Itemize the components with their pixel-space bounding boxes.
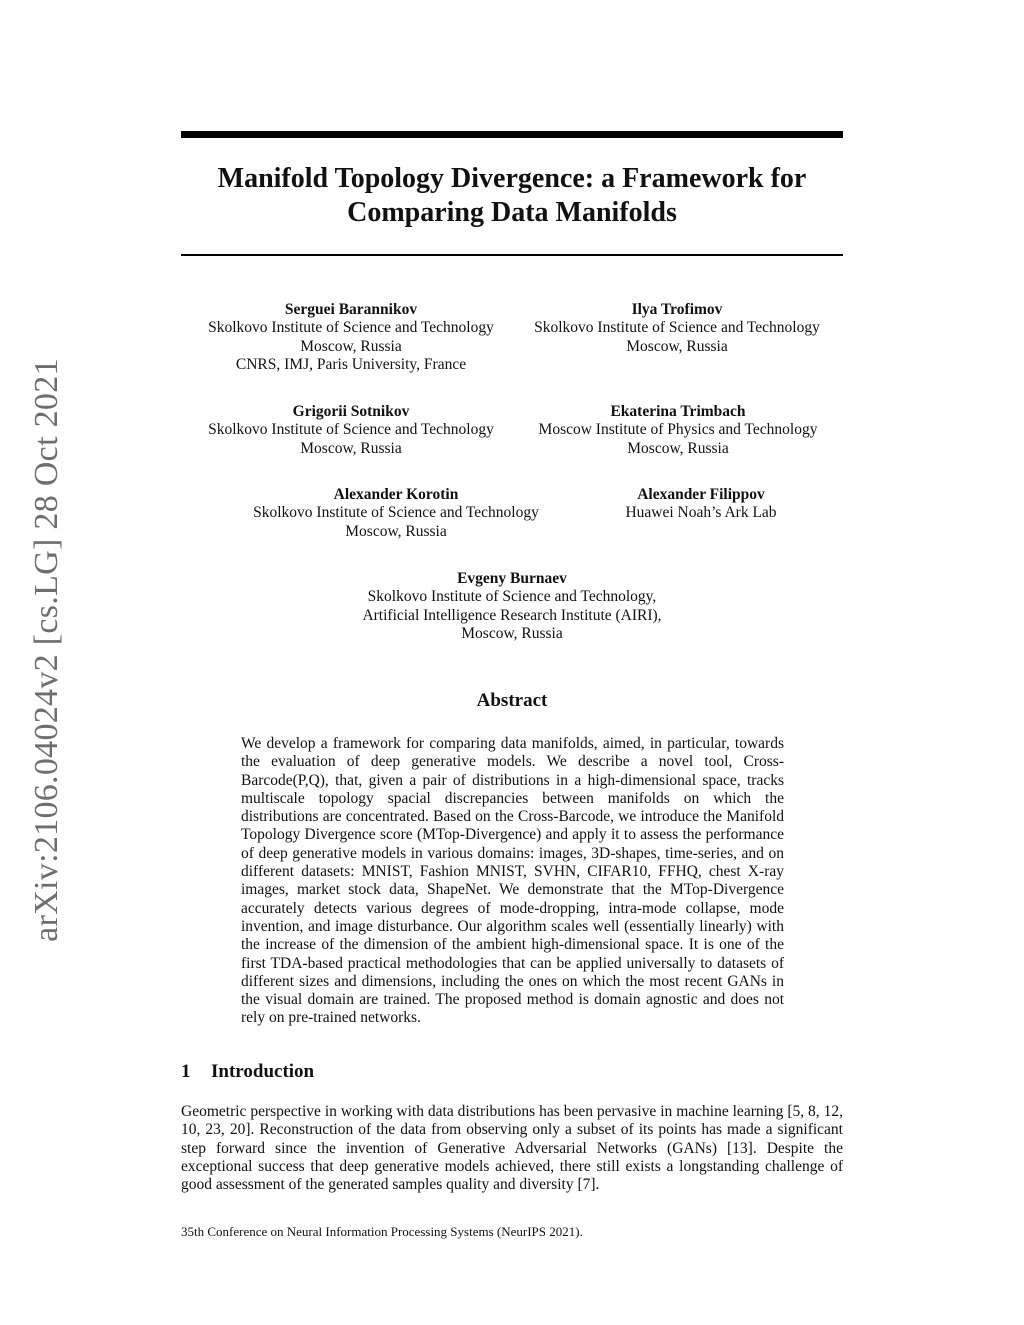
author-affiliation: Artificial Intelligence Research Institute (AIRI), <box>362 606 662 624</box>
author-affiliation: Skolkovo Institute of Science and Technology <box>534 319 820 337</box>
author-affiliation: Moscow, Russia <box>345 522 447 540</box>
author-name: Ilya Trofimov <box>631 301 723 318</box>
author-affiliation: Skolkovo Institute of Science and Technology, <box>367 588 657 606</box>
paper-title-line-2: Comparing Data Manifolds <box>347 197 677 228</box>
author-block <box>181 301 521 374</box>
section-heading <box>181 1061 314 1083</box>
author-block <box>521 301 833 356</box>
author-affiliation: Huawei Noah’s Ark Lab <box>625 504 777 522</box>
introduction-text: Geometric perspective in working with data distributions has been pervasive in machine learning [5, 8, 12, 10, 23, 20]. Reconstruction of the data from observing only a subset of its points has made a significant step forward since the invention of Generative Adversarial Networks (GANs) [13]. Despite the exceptional success that deep generative models achieved, there still exists a longstanding challenge of good assessment of the generated samples quality and diversity [7]. <box>181 1103 843 1194</box>
author-name: Serguei Barannikov <box>284 301 418 318</box>
author-name: Alexander Filippov <box>637 486 765 503</box>
abstract-text: We develop a framework for comparing data manifolds, aimed, in particular, towards the evaluation of deep generative models. We describe a novel tool, Cross-Barcode(P,Q), that, given a pair of distributions in a high-dimensional space, tracks multiscale topology spacial discrepancies between manifolds on which the distributions are concentrated. Based on the Cross-Barcode, we introduce the Manifold Topology Divergence score (MTop-Divergence) and apply it to assess the performance of deep generative models in various domains: images, 3D-shapes, time-series, and on different datasets: MNIST, Fashion MNIST, SVHN, CIFAR10, FFHQ, chest X-ray images, market stock data, ShapeNet. We demonstrate that the MTop-Divergence accurately detects various degrees of mode-dropping, intra-mode collapse, mode invention, and image disturbance. Our algorithm scales well (essentially linearly) with the increase of the dimension of the ambient high-dimensional space. It is one of the first TDA-based practical methodologies that can be applied universally to datasets of different sizes and dimensions, including the ones on which the most recent GANs in the visual domain are trained. The proposed method is domain agnostic and does not rely on pre-trained networks. <box>241 735 784 1027</box>
author-block <box>181 403 521 458</box>
author-block <box>241 486 551 541</box>
paper-title-line-1: Manifold Topology Divergence: a Framework for <box>217 163 807 194</box>
author-name: Grigorii Sotnikov <box>292 403 410 420</box>
paper-title <box>181 162 843 230</box>
author-block <box>181 570 843 643</box>
author-affiliation: Moscow, Russia <box>627 439 729 457</box>
author-affiliation: CNRS, IMJ, Paris University, France <box>235 355 467 373</box>
conference-footnote: 35th Conference on Neural Information Processing Systems (NeurIPS 2021). <box>181 1224 583 1239</box>
author-name: Evgeny Burnaev <box>457 570 567 587</box>
author-affiliation: Moscow Institute of Physics and Technology <box>538 421 818 439</box>
author-affiliation: Skolkovo Institute of Science and Technology <box>208 421 494 439</box>
author-block <box>521 403 835 458</box>
author-affiliation: Skolkovo Institute of Science and Technology <box>253 504 539 522</box>
title-rule-bottom <box>181 254 843 256</box>
author-block <box>601 486 801 523</box>
author-affiliation: Moscow, Russia <box>300 337 402 355</box>
section-number: 1 <box>181 1061 191 1082</box>
author-name: Ekaterina Trimbach <box>610 403 746 420</box>
title-rule-top <box>181 131 843 138</box>
author-name: Alexander Korotin <box>333 486 459 503</box>
section-title: Introduction <box>211 1061 315 1082</box>
author-affiliation: Skolkovo Institute of Science and Technology <box>208 319 494 337</box>
author-affiliation: Moscow, Russia <box>626 337 728 355</box>
arxiv-identifier-text: arXiv:2106.04024v2 [cs.LG] 28 Oct 2021 <box>28 358 66 942</box>
author-affiliation: Moscow, Russia <box>461 624 563 642</box>
abstract-heading: Abstract <box>476 690 548 711</box>
author-affiliation: Moscow, Russia <box>300 439 402 457</box>
arxiv-identifier <box>22 360 72 940</box>
